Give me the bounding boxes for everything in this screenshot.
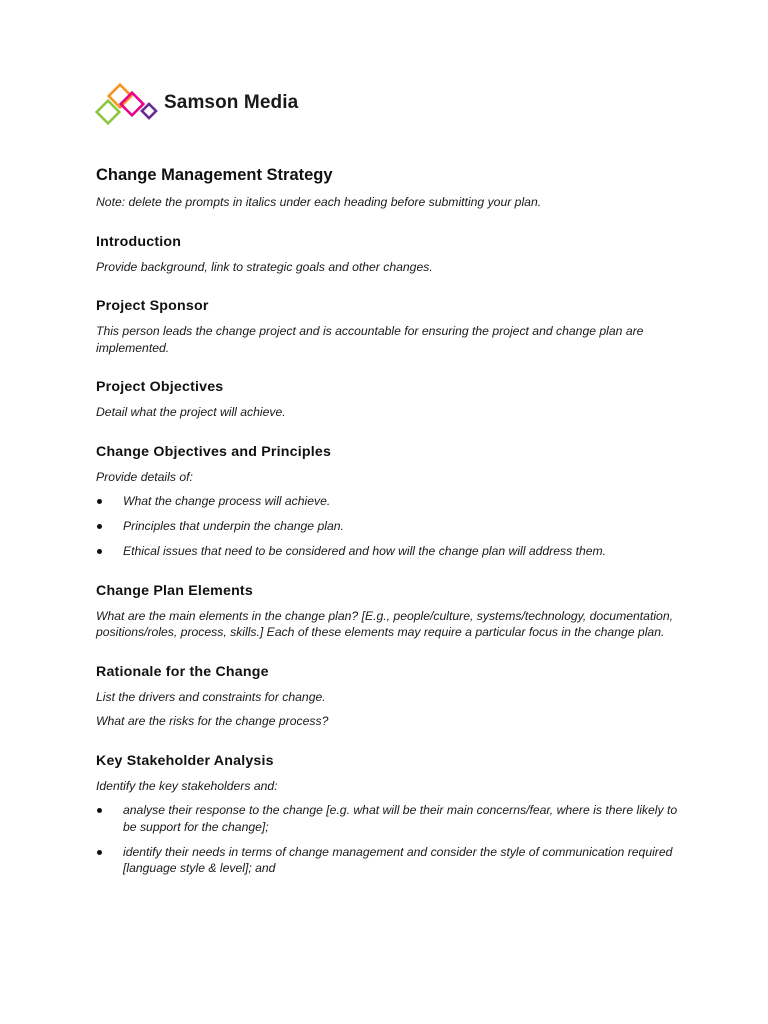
bullet-text: Ethical issues that need to be considered and how will the change plan will address them. bbox=[123, 544, 607, 558]
section-prompt: Detail what the project will achieve. bbox=[96, 405, 286, 419]
bullet-text: What the change process will achieve. bbox=[123, 494, 331, 508]
section-heading: Project Sponsor bbox=[96, 298, 209, 314]
bullet-list bbox=[96, 493, 686, 560]
section-heading: Change Objectives and Principles bbox=[96, 443, 332, 460]
section-prompt: Identify the key stakeholders and: bbox=[96, 778, 278, 793]
section-key-stakeholder-analysis bbox=[96, 752, 686, 877]
section-heading: Introduction bbox=[96, 233, 182, 250]
bullet-dot-icon bbox=[97, 850, 102, 855]
section-project-sponsor bbox=[96, 297, 686, 356]
section-heading: Project Objectives bbox=[96, 379, 224, 395]
section-prompt: Provide background, link to strategic goals and other changes. bbox=[96, 259, 433, 274]
document-title: Change Management Strategy bbox=[96, 166, 333, 184]
brand-name: Samson Media bbox=[164, 92, 299, 113]
sections-container bbox=[96, 233, 686, 877]
bullet-item bbox=[96, 802, 686, 835]
section-introduction bbox=[96, 233, 686, 276]
section-prompt: This person leads the change project and is accountable for ensuring the project and change plan are implemented. bbox=[96, 324, 644, 355]
bullet-dot-icon bbox=[97, 808, 102, 813]
bullet-item bbox=[96, 518, 686, 535]
section-change-objectives-and-principles bbox=[96, 443, 686, 560]
section-rationale-for-the-change bbox=[96, 663, 686, 730]
bullet-text: identify their needs in terms of change management and consider the style of communication required [language style & level]; and bbox=[123, 844, 673, 875]
bullet-item bbox=[96, 844, 686, 877]
section-heading: Change Plan Elements bbox=[96, 582, 253, 599]
bullet-text: analyse their response to the change [e.g. what will be their main concerns/fear, where is there likely to be support for the change]; bbox=[123, 803, 678, 834]
bullet-text: Principles that underpin the change plan. bbox=[123, 519, 344, 533]
section-change-plan-elements bbox=[96, 582, 686, 641]
section-project-objectives bbox=[96, 378, 686, 421]
bullet-item bbox=[96, 493, 686, 510]
document-body bbox=[96, 164, 686, 877]
document-note: Note: delete the prompts in italics under each heading before submitting your plan. bbox=[96, 195, 542, 209]
section-heading: Key Stakeholder Analysis bbox=[96, 752, 274, 769]
section-prompt: Provide details of: bbox=[96, 469, 193, 484]
section-prompt: What are the main elements in the change plan? [E.g., people/culture, systems/technology, documentation, positions/roles, process, skills.] Each of these elements may require a particular focus in the change plan. bbox=[96, 608, 673, 639]
bullet-item bbox=[96, 543, 686, 560]
bullet-dot-icon bbox=[97, 499, 102, 504]
section-heading: Rationale for the Change bbox=[96, 663, 269, 680]
bullet-list bbox=[96, 802, 686, 877]
section-prompt: What are the risks for the change process? bbox=[96, 714, 329, 728]
bullet-dot-icon bbox=[97, 549, 102, 554]
section-prompt: List the drivers and constraints for change. bbox=[96, 689, 326, 704]
samson-media-logo-icon bbox=[94, 82, 158, 128]
bullet-dot-icon bbox=[97, 524, 102, 529]
